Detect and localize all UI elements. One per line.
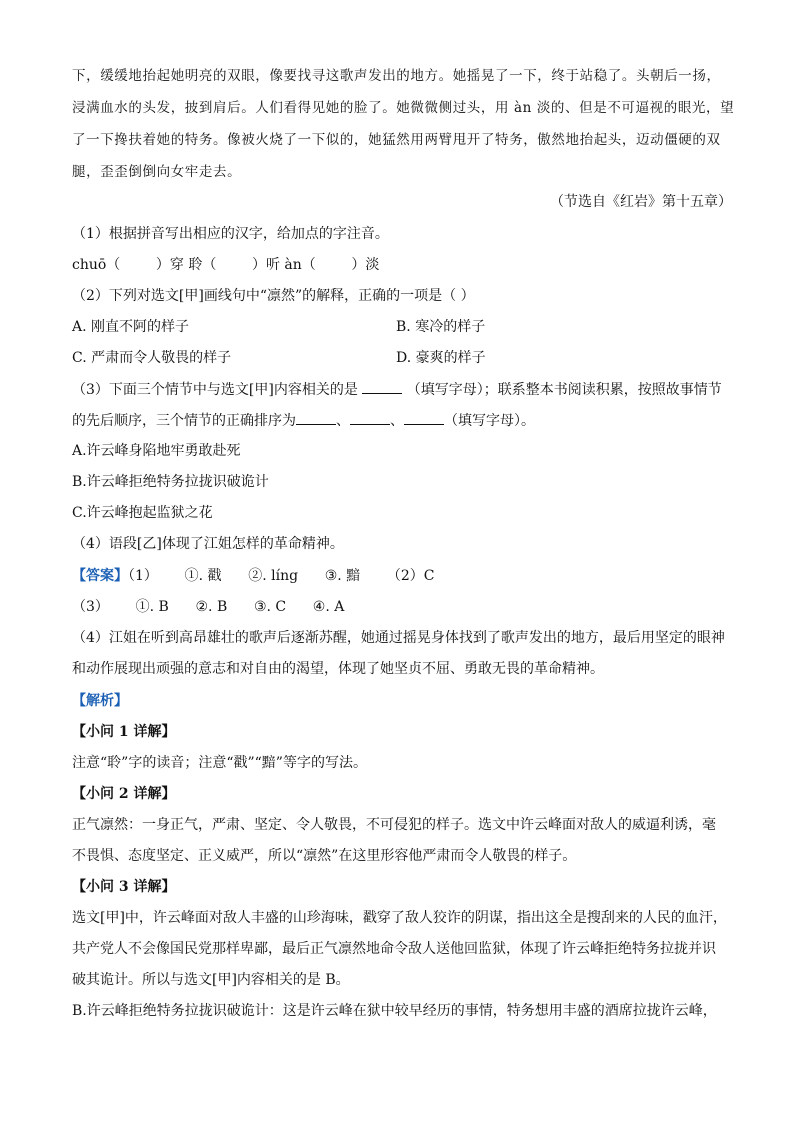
question-3-line-1: （3）下面三个情节中与选文[甲]内容相关的是 （填写字母）；联系整本书阅读积累，按照故事情节 xyxy=(72,379,732,400)
passage-line: 下，缓缓地抬起她明亮的双眼，像要找寻这歌声发出的地方。她摇晃了一下，终于站稳了。头朝后一扬， xyxy=(72,68,721,84)
answer-blank xyxy=(362,379,402,394)
question-2-options-row-2 xyxy=(72,348,732,368)
answer-tag: 【答案】 xyxy=(72,568,128,584)
analysis-paragraph: 不畏惧、态度坚定、正义威严，所以“凛然”在这里形容他严肃而令人敬畏的样子。 xyxy=(72,848,577,864)
sub-question-3-heading: 【小问 3 详解】 xyxy=(72,879,176,895)
option-b: B. 寒冷的样子 xyxy=(396,319,486,335)
question-2-options-row-1 xyxy=(72,317,732,337)
passage-line: 浸满血水的头发，披到肩后。人们看得见她的脸了。她微微侧过头，用 àn 淡的、但是不可逼视的眼光，望 xyxy=(72,100,735,116)
answer-blank xyxy=(350,410,390,425)
answer-blank xyxy=(296,410,336,425)
question-1-prompt: （1）根据拼音写出相应的汉字，给加点的字注音。 xyxy=(72,226,389,242)
answer-line-1: 【答案】（1） ①. 戳 ②. líng ③. 黯 （2）C xyxy=(72,568,435,584)
passage-line: 腿，歪歪倒倒向女牢走去。 xyxy=(72,164,242,180)
passage-line: 了一下搀扶着她的特务。像被火烧了一下似的，她猛然用两臂甩开了特务，傲然地抬起头，迈动僵硬的双 xyxy=(72,132,721,148)
answer-line-3: （4）江姐在听到高昂雄壮的歌声后逐渐苏醒，她通过摇晃身体找到了歌声发出的地方，最后用坚定的眼神 xyxy=(72,630,725,646)
plot-option-b: B.许云峰拒绝特务拉拢识破诡计 xyxy=(72,474,269,490)
sub-question-1-heading: 【小问 1 详解】 xyxy=(72,724,176,740)
question-2-prompt: （2）下列对选文[甲]画线句中“凛然”的解释，正确的一项是（ ） xyxy=(72,288,475,304)
answer-line-4: 和动作展现出顽强的意志和对自由的渴望，体现了她坚贞不屈、勇敢无畏的革命精神。 xyxy=(72,661,604,677)
option-c: C. 严肃而令人敬畏的样子 xyxy=(72,350,232,366)
option-a: A. 刚直不阿的样子 xyxy=(72,319,190,335)
option-d: D. 豪爽的样子 xyxy=(396,350,486,366)
question-1-line: chuō（ ）穿 聆（ ）听 àn（ ）淡 xyxy=(72,257,380,273)
plot-option-c: C.许云峰抱起监狱之花 xyxy=(72,505,213,521)
question-3-line-2: 的先后顺序，三个情节的正确排序为 、 、 （填写字母）。 xyxy=(72,410,732,431)
analysis-paragraph: 共产党人不会像国民党那样卑鄙，最后正气凛然地命令敌人送他回监狱，体现了许云峰拒绝特务拉拢并识 xyxy=(72,941,716,957)
analysis-tag: 【解析】 xyxy=(72,693,128,709)
analysis-paragraph: 破其诡计。所以与选文[甲]内容相关的是 B。 xyxy=(72,972,350,988)
passage-source: （节选自《红岩》第十五章） xyxy=(550,194,732,210)
analysis-paragraph: 注意“聆”字的读音；注意“戳”“黯”等字的写法。 xyxy=(72,755,367,771)
answer-blank xyxy=(404,410,444,425)
answer-line-2: （3） ①. B ②. B ③. C ④. A xyxy=(72,599,345,615)
analysis-paragraph: B.许云峰拒绝特务拉拢识破诡计：这是许云峰在狱中较早经历的事情，特务想用丰盛的酒席拉拢许云峰， xyxy=(72,1003,717,1019)
question-4-prompt: （4）语段[乙]体现了江姐怎样的革命精神。 xyxy=(72,536,344,552)
plot-option-a: A.许云峰身陷地牢勇敢赴死 xyxy=(72,443,241,459)
sub-question-2-heading: 【小问 2 详解】 xyxy=(72,786,176,802)
analysis-paragraph: 选文[甲]中，许云峰面对敌人丰盛的山珍海味，戳穿了敌人狡诈的阴谋，指出这全是搜刮来的人民的血汗， xyxy=(72,910,727,926)
analysis-paragraph: 正气凛然：一身正气，严肃、坚定、令人敬畏，不可侵犯的样子。选文中许云峰面对敌人的威逼利诱，毫 xyxy=(72,817,716,833)
